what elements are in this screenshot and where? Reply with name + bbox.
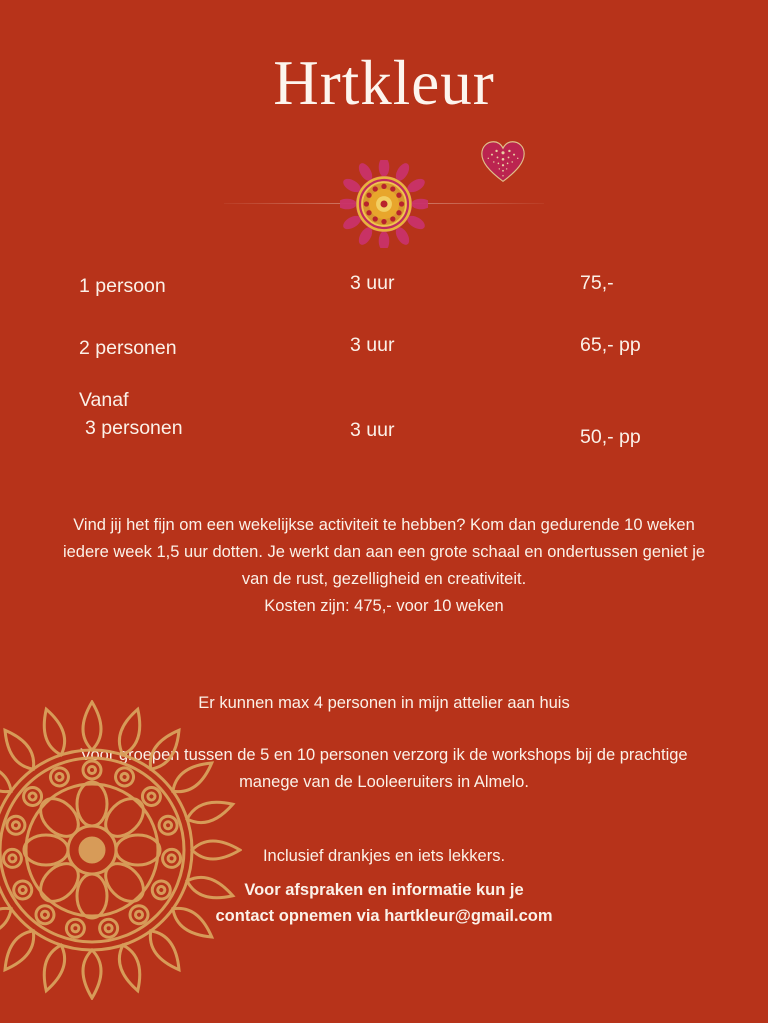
row-duration: 3 uur — [350, 419, 395, 441]
heart-icon — [346, 70, 392, 116]
row-label-prefix: Vanaf — [79, 389, 129, 411]
groups-text: Voor groepen tussen de 5 en 10 personen verzorg ik de workshops bij de prachtige manege van de Looleeruiters in Almelo. — [80, 746, 688, 792]
mandala-corner-icon — [0, 700, 242, 1000]
row-label: 1 persoon — [79, 275, 166, 297]
row-label-sub: 3 personen — [85, 417, 183, 440]
mandala-ornament-icon — [340, 160, 428, 248]
included-text: Inclusief drankjes en iets lekkers. — [262, 847, 506, 865]
row-label: 2 personen — [79, 337, 177, 359]
table-row — [0, 389, 768, 458]
row-price: 50,- pp — [580, 426, 641, 448]
table-row — [0, 272, 768, 334]
weekly-activity-text: Vind jij het fijn om een wekelijkse activiteit te hebben? Kom dan gedurende 10 weken iedere week 1,5 uur dotten. Je werkt dan aan een grote schaal en ondertussen geniet je van de rust, gezelligheid en creativiteit. Kosten zijn: 475,- voor 10 weken — [62, 516, 706, 616]
row-label — [79, 386, 183, 443]
row-price: 65,- pp — [580, 334, 641, 356]
contact-text: Voor afspraken en informatie kun je contact opnemen via hartkleur@gmail.com — [215, 881, 553, 926]
brand-rest: rtkleur — [319, 48, 495, 118]
row-duration: 3 uur — [350, 272, 395, 294]
row-duration: 3 uur — [350, 334, 395, 356]
brand-initial: H — [273, 48, 320, 118]
pricing-table — [0, 272, 768, 458]
row-price: 75,- — [580, 272, 614, 294]
max-persons-text: Er kunnen max 4 personen in mijn attelier aan huis — [198, 694, 570, 712]
